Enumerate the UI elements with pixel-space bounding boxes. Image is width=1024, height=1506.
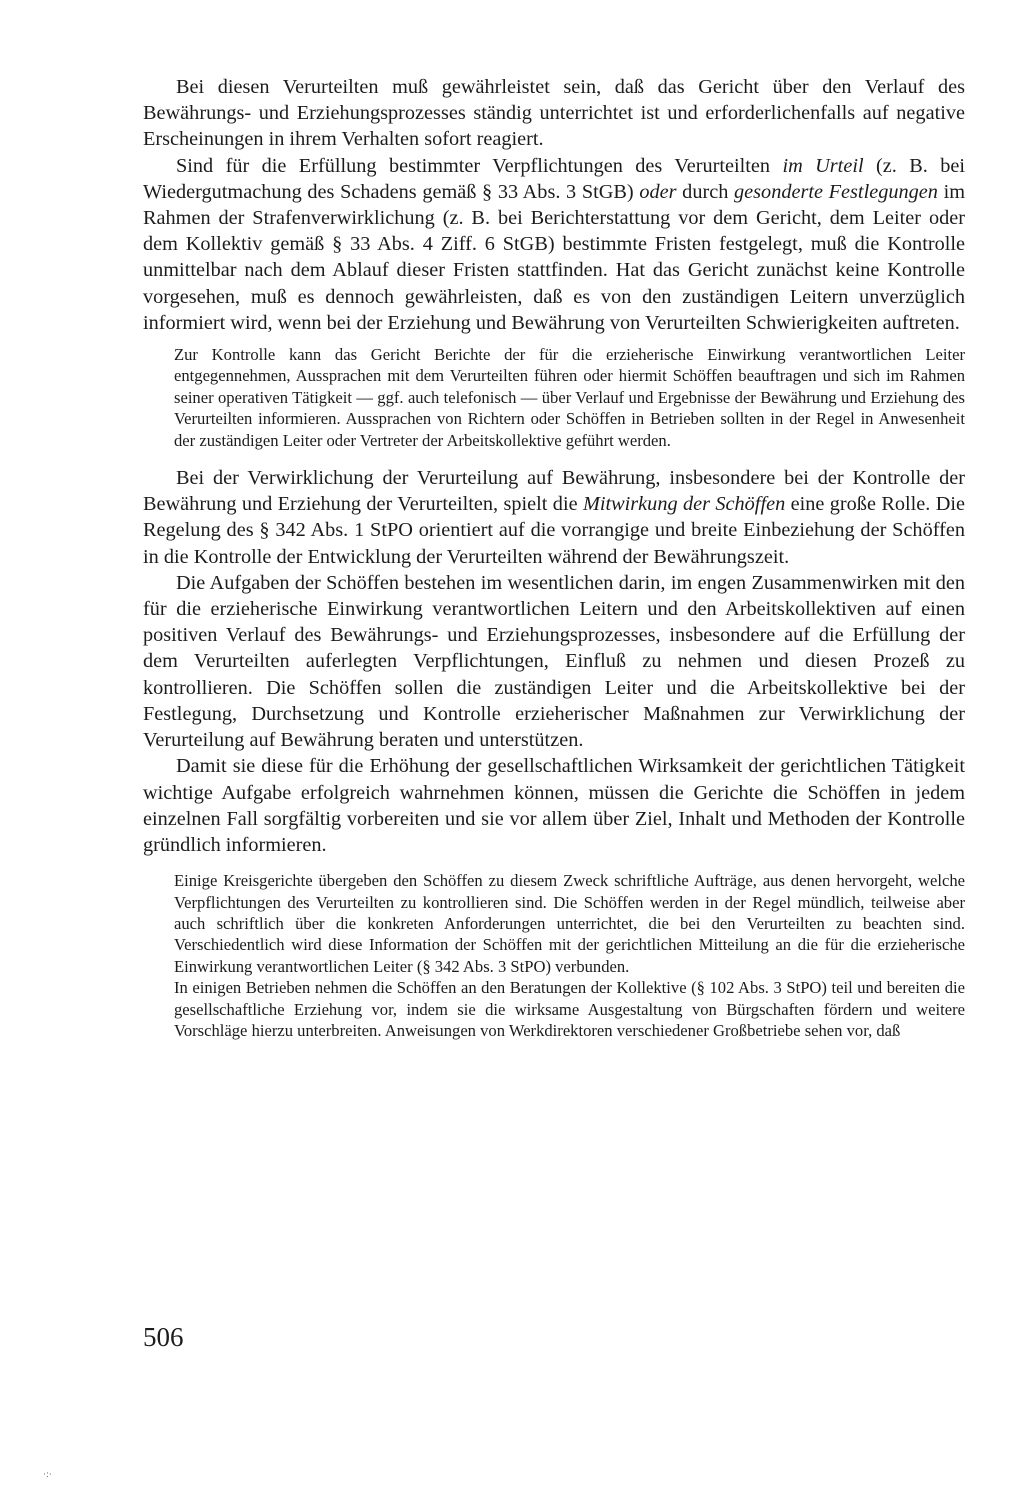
text-run: Die Aufgaben der Schöffen bestehen im wesentlichen darin, im engen Zusammenwirken mit den für die erzieherische Einwirkung verantwortlichen Leitern und den Arbeitskollektiven auf einen positiven Verlauf des Bewährungs- und Erziehungsprozesses, insbesondere auf die Erfüllung der dem Verurteilten auferlegten Verpflichtungen, Einfluß zu nehmen und diesen Prozeß zu kontrollieren. Die Schöffen sollen die zuständigen Leiter und die Arbeitskollektive bei der Festlegung, Durchsetzung und Kontrolle erzieherischer Maßnahmen zur Verwirklichung der Verurteilung auf Bewährung beraten und unterstützen. <box>143 571 965 752</box>
italic-run: im Urteil <box>782 154 864 177</box>
text-run: Bei diesen Verurteilten muß gewährleistet sein, daß das Gericht über den Verlauf des Bewährungs- und Erziehungsprozesses ständig unterrichtet ist und erforderlichenfalls auf negative Erscheinungen in ihrem Verhalten sofort reagiert. <box>143 76 965 151</box>
text-run: Sind für die Erfüllung bestimmter Verpflichtungen des Verurteilten <box>176 154 783 177</box>
text-run: Zur Kontrolle kann das Gericht Berichte der für die erzieherische Einwirkung verantwortlichen Leiter entgegennehmen, Aussprachen mit dem Verurteilten führen oder hiermit Schöffen beauftragen und sich im Rahmen seiner operativen Tätigkeit — ggf. auch telefonisch — über Verlauf und Ergebnisse der Bewährung und Erziehung des Verurteilten informieren. Aussprachen von Richtern oder Schöffen in Betrieben sollten in der Regel in Anwesenheit der zuständigen Leiter oder Vertreter der Arbeitskollektive geführt werden. <box>174 345 965 450</box>
text-run: Bei der Verwirklichung der Verurteilung auf Bewährung, insbesondere bei der Kontrolle der Bewährung und Erziehung der Verurteilten, spielt die <box>143 467 965 516</box>
text-run: Einige Kreisgerichte übergeben den Schöffen zu diesem Zweck schriftliche Aufträge, aus denen hervorgeht, welche Verpflichtungen des Verurteilten zu kontrollieren sind. Die Schöffen werden in der Regel mündlich, teilweise aber auch schriftlich über die konkreten Anforderungen unterrichtet, die bei den Verurteilten zu beachten sind. Verschiedentlich wird diese Information der Schöffen mit der gerichtlichen Mitteilung an die für die erzieherische Einwirkung verantwortlichen Leiter (§ 342 Abs. 3 StPO) verbunden. <box>174 871 965 976</box>
page-number: 506 <box>143 1322 184 1352</box>
scan-speck: ·:· <box>43 1470 52 1480</box>
italic-run: Mitwirkung der Schöffen <box>582 493 786 516</box>
text-run: Damit sie diese für die Erhöhung der gesellschaftlichen Wirksamkeit der gerichtlichen Tätigkeit wichtige Aufgabe erfolgreich wahrnehmen können, müssen die Gerichte die Schöffen in jedem einzelnen Fall sorgfältig vorbereiten und sie vor allem über Ziel, Inhalt und Methoden der Kontrolle gründlich informieren. <box>143 755 965 856</box>
small-print-note-1 <box>174 344 965 451</box>
small-print-note-3 <box>174 977 965 1041</box>
paragraph-1 <box>143 74 965 153</box>
italic-run: gesonderte Festlegungen <box>734 180 938 203</box>
paragraph-4 <box>143 570 965 753</box>
paragraph-3 <box>143 465 965 570</box>
small-print-note-2 <box>174 870 965 977</box>
italic-run: oder <box>639 180 677 203</box>
page-body <box>143 74 965 1041</box>
text-run: im Rahmen der Strafenverwirklichung (z. B. bei Berichterstattung vor dem Gericht, dem Leiter oder dem Kollektiv gemäß § 33 Abs. 4 Ziff. 6 StGB) bestimmte Fristen festgelegt, muß die Kontrolle unmittelbar nach dem Ablauf dieser Fristen stattfinden. Hat das Gericht zunächst keine Kontrolle vorgesehen, muß es dennoch gewährleisten, daß es von den zuständigen Leitern unverzüglich informiert wird, wenn bei der Erziehung und Bewährung von Verurteilten Schwierigkeiten auftreten. <box>143 180 965 334</box>
paragraph-2 <box>143 153 965 336</box>
text-run: eine große Rolle. Die Regelung des § 342 Abs. 1 StPO orientiert auf die vorrangige und breite Einbeziehung der Schöffen in die Kontrolle der Entwicklung der Verurteilten während der Bewährungszeit. <box>143 493 965 568</box>
text-run: (z. B. bei Wiedergutmachung des Schadens gemäß § 33 Abs. 3 StGB) <box>143 154 965 203</box>
text-run: In einigen Betrieben nehmen die Schöffen an den Beratungen der Kollektive (§ 102 Abs. 3 StPO) teil und bereiten die gesellschaftliche Erziehung vor, indem sie die wirksame Ausgestaltung von Bürgschaften fördern und weitere Vorschläge hierzu unterbreiten. Anweisungen von Werkdirektoren verschiedener Großbetriebe sehen vor, daß <box>174 978 965 1040</box>
text-run: durch <box>676 180 735 203</box>
paragraph-5 <box>143 753 965 858</box>
